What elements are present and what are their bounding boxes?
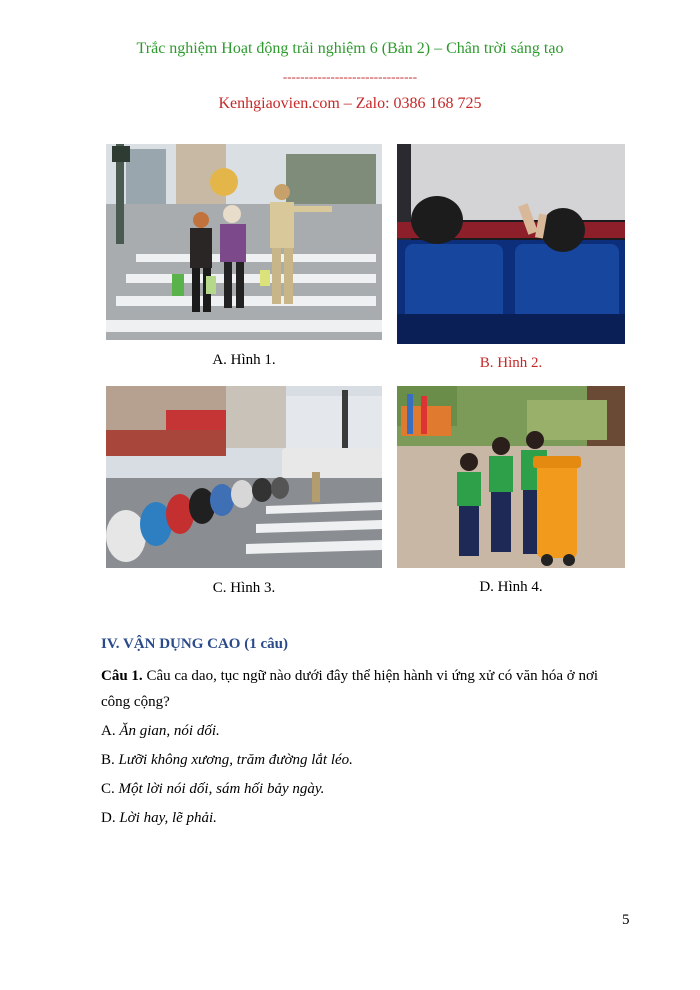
figure-3-caption: C. Hình 3. [212, 580, 276, 596]
section-heading: IV. VẬN DỤNG CAO (1 câu) [101, 636, 288, 652]
page-header-title: Trắc nghiệm Hoạt động trải nghiệm 6 (Bản 2) – Chân trời sáng tạo [136, 40, 564, 57]
question-line-2 [101, 694, 170, 711]
option-a [101, 723, 220, 740]
option-c [101, 781, 324, 798]
header-divider: ------------------------------- [282, 69, 418, 84]
question-line-1 [101, 668, 598, 685]
header-contact: Kenhgiaovien.com – Zalo: 0386 168 725 [218, 95, 482, 112]
option-d-text: Lời hay, lẽ phải. [119, 810, 217, 826]
figure-1-caption: A. Hình 1. [212, 352, 276, 368]
figure-1-crosswalk-photo [106, 144, 382, 340]
figure-2-cinema-photo [397, 144, 625, 344]
question-label: Câu 1. [101, 668, 143, 684]
option-d-letter: D. [101, 810, 116, 826]
option-b [101, 752, 353, 769]
figure-4-caption: D. Hình 4. [479, 579, 543, 595]
figure-3-motorbikes-photo [106, 386, 382, 568]
figure-2-caption: B. Hình 2. [479, 355, 543, 371]
option-a-text: Ăn gian, nói dối. [119, 723, 220, 739]
option-c-text: Một lời nói dối, sám hối bảy ngày. [118, 781, 325, 797]
page-number: 5 [622, 912, 630, 928]
option-b-text: Lưỡi không xương, trăm đường lắt léo. [118, 752, 353, 768]
option-a-letter: A. [101, 723, 116, 739]
option-c-letter: C. [101, 781, 115, 797]
option-d [101, 810, 217, 827]
option-b-letter: B. [101, 752, 115, 768]
question-text-1: Câu ca dao, tục ngữ nào dưới đây thể hiện hành vi ứng xử có văn hóa ở nơi [146, 668, 599, 684]
question-text-2: công cộng? [101, 694, 170, 710]
figure-4-trash-bin-photo [397, 386, 625, 568]
